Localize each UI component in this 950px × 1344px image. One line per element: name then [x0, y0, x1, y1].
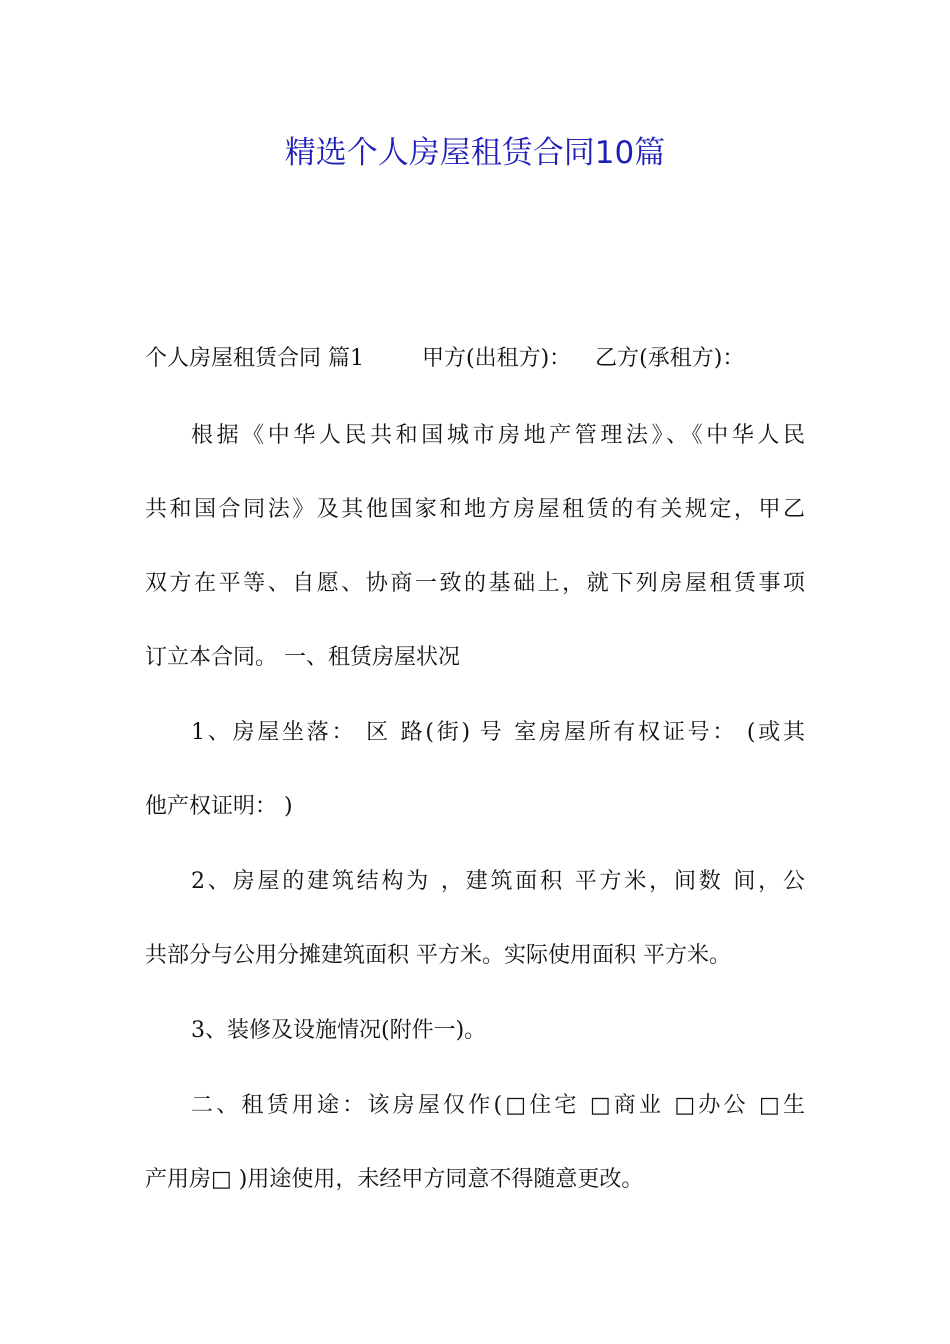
paragraph-line: 根据《中华人民共和国城市房地产管理法》、《中华人民: [191, 423, 805, 448]
paragraph-line: 共和国合同法》及其他国家和地方房屋租赁的有关规定，甲乙: [145, 497, 805, 522]
paragraph-line: 二、租赁用途：该房屋仅作(□住宅 □商业 □办公 □生: [191, 1093, 805, 1118]
paragraph-line: 3、装修及设施情况(附件一)。: [191, 1018, 487, 1043]
paragraph-line: 2、房屋的建筑结构为 ，建筑面积 平方米，间数 间，公: [191, 869, 805, 894]
paragraph-line: 双方在平等、自愿、协商一致的基础上，就下列房屋租赁事项: [145, 571, 805, 596]
paragraph-line: 1、房屋坐落： 区 路(街) 号 室房屋所有权证号： (或其: [191, 720, 805, 745]
party-b-label: 乙方(承租方)：: [595, 346, 745, 371]
paragraph-line: 产用房□ )用途使用，未经甲方同意不得随意更改。: [145, 1167, 644, 1192]
party-a-label: 甲方(出租方)：: [422, 346, 572, 371]
contract-header-line: [145, 339, 805, 379]
paragraph-line: 他产权证明： ): [145, 794, 293, 819]
document-title: 精选个人房屋租赁合同10篇: [284, 135, 666, 171]
paragraph-line: 共部分与公用分摊建筑面积 平方米。实际使用面积 平方米。: [145, 943, 731, 968]
contract-label: 个人房屋租赁合同 篇1: [145, 346, 364, 371]
paragraph-line: 订立本合同。 一、租赁房屋状况: [145, 645, 460, 670]
